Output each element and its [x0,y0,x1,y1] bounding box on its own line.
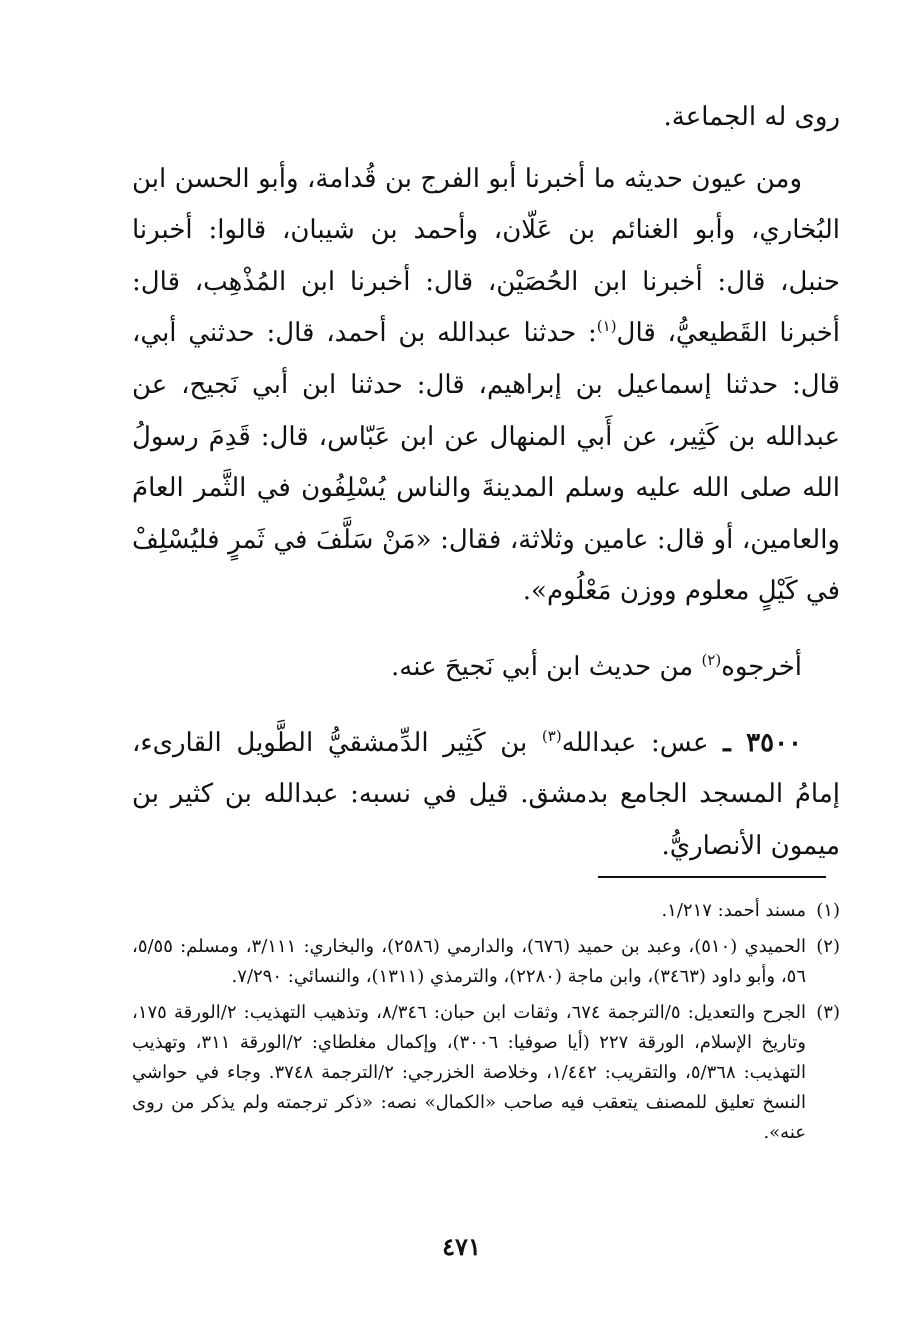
footnote-text: الحميدي (٥١٠)، وعبد بن حميد (٦٧٦)، والدارمي (٢٥٨٦)، والبخاري: ٣/١١١، ومسلم: ٥/٥٥، ٥٦، وأبو داود (٣٤٦٣)، وابن ماجة (٢٢٨٠)، والترمذي (١٣١١)، والنسائي: ٧/٢٩٠. [132,936,807,987]
footnotes [132,896,840,1154]
paragraph-1: روى له الجماعة. [663,102,840,132]
paragraph-2 [132,154,840,618]
paragraph-3-part-b: من حديث ابن أبي نَجيحَ عنه. [391,651,702,682]
main-text [132,92,840,872]
paragraph-3-part-a: أخرجوه [721,651,802,682]
footnote-ref-3[interactable]: (٣) [541,726,562,745]
page-number: ٤٧١ [442,1232,481,1261]
footnote-ref-2[interactable]: (٢) [701,650,722,669]
footnote-ref-1[interactable]: (١) [596,317,617,336]
footnote-number: (٢) [816,936,840,957]
entry-3500 [132,718,840,873]
footnote-1 [132,896,840,926]
entry-part-b: بن كَثِير الدِّمشقيُّ الطَّويل القارىء، إمامُ المسجد الجامع بدمشق. قيل في نسبه: عبدالله بن كثير بن ميمون الأنصاريُّ. [132,727,840,861]
footnote-number: (١) [816,900,840,921]
paragraph-3 [132,642,840,694]
footnote-3 [132,998,840,1148]
paragraph-2-part-a: ومن عيون حديثه ما أخبرنا أبو الفرج بن قُدامة، وأبو الحسن ابن البُخاري، وأبو الغنائم بن عَلّان، وأحمد بن شيبان، قالوا: أخبرنا حنبل، قال: أخبرنا ابن الحُصَيْن، قال: أخبرنا ابن المُذْهِب، قال: أخبرنا القَطيعيُّ، قال [132,163,840,349]
entry-part-a: عس: عبدالله [561,727,724,758]
entry-number: ٣٥٠٠ ـ [723,727,802,758]
footnote-number: (٣) [816,1002,840,1023]
paragraph-2-part-b: : حدثنا عبدالله بن أحمد، قال: حدثني أبي، قال: حدثنا إسماعيل بن إبراهيم، قال: حدثنا ابن أبي نَجيح، عن عبدالله بن كَثِير، عن أَبي المنهال عن ابن عَبّاس، قال: قَدِمَ رسولُ الله صلى الله عليه وسلم المدينةَ والناس يُسْلِفُون في الثَّمر العامَ والعامين، أو قال: عامين وثلاثة، فقال: «مَنْ سَلَّفَ في ثَمرٍ فليُسْلِفْ في كَيْلٍ معلوم ووزن مَعْلُوم». [132,318,840,607]
footnote-text: الجرح والتعديل: ٥/الترجمة ٦٧٤، وثقات ابن حبان: ٨/٣٤٦، وتذهيب التهذيب: ٢/الورقة ١٧٥، وتاريخ الإسلام، الورقة ٢٢٧ (أيا صوفيا: ٣٠٠٦)، وإكمال مغلطاي: ٢/الورقة ٣١١، وتهذيب التهذيب: ٥/٣٦٨، والتقريب: ١/٤٤٢، وخلاصة الخزرجي: ٢/الترجمة ٣٧٤٨. وجاء في حواشي النسخ تعليق للمصنف يتعقب فيه صاحب «الكمال» نصه: «ذكر ترجمته ولم يذكر من روى عنه». [132,1002,806,1143]
footnote-2 [132,932,840,992]
footnote-text: مسند أحمد: ١/٢١٧. [661,900,806,921]
footnote-divider [598,876,826,878]
